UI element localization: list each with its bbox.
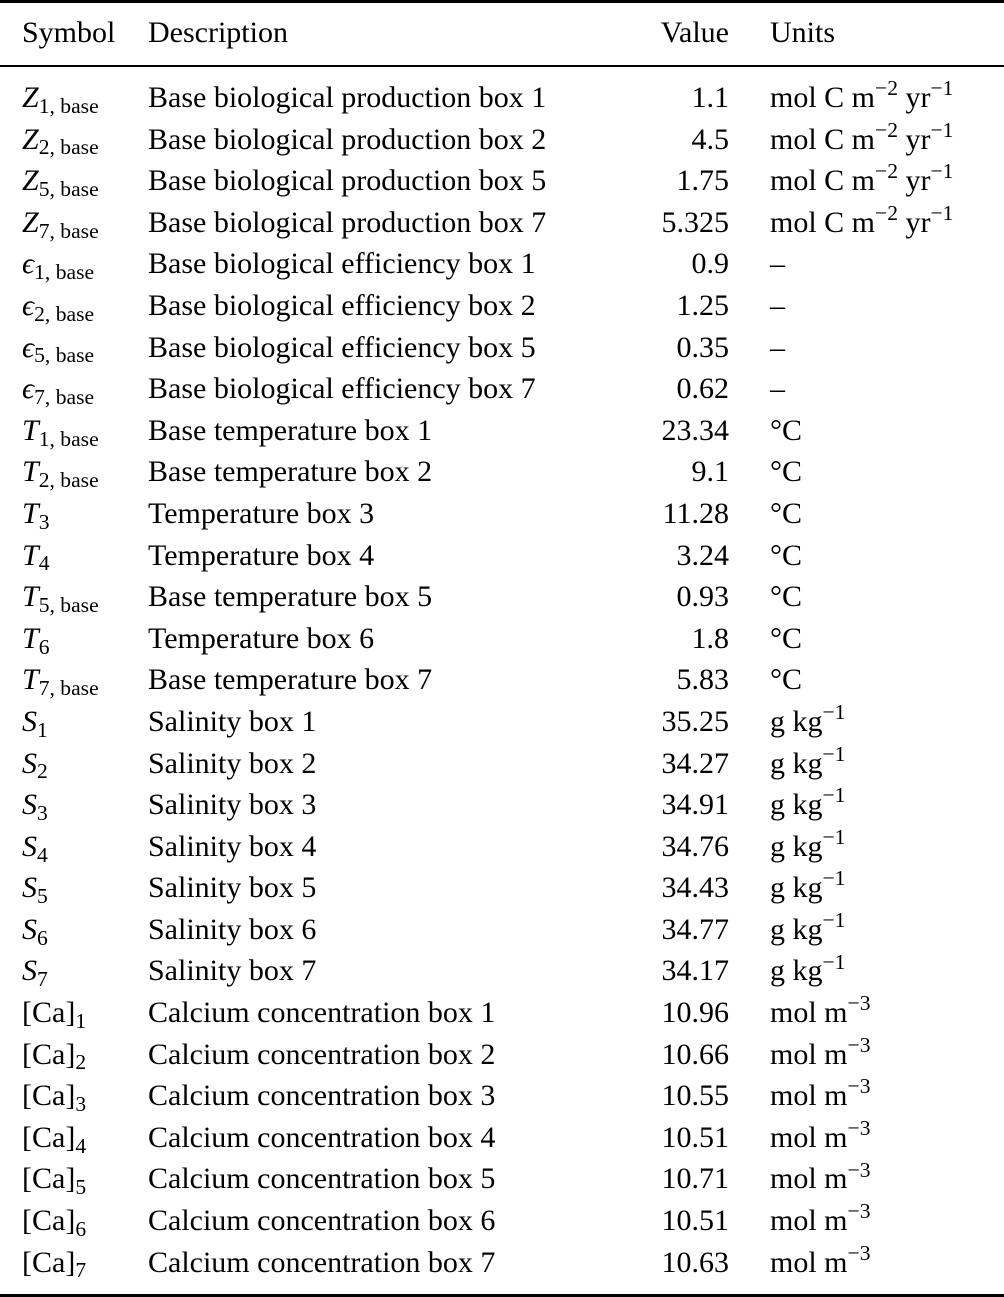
column-header-symbol: Symbol <box>22 16 116 49</box>
units-cell: – <box>770 330 785 364</box>
table-row <box>0 1034 1004 1076</box>
description-cell: Calcium concentration box 6 <box>148 1204 496 1238</box>
description-cell: Salinity box 6 <box>148 912 317 946</box>
description-cell: Base biological production box 1 <box>148 81 547 114</box>
table-row <box>0 368 1004 410</box>
description-cell: Salinity box 5 <box>148 871 317 905</box>
description-cell: Base biological efficiency box 7 <box>148 372 536 406</box>
description-cell: Base temperature box 7 <box>148 663 433 697</box>
description-cell: Salinity box 2 <box>148 746 317 780</box>
symbol-cell: $S_7$ <box>22 954 48 992</box>
units-cell: °C <box>770 455 803 489</box>
description-cell: Base temperature box 1 <box>148 413 433 447</box>
units-cell: g $kg^{-1}$ <box>770 783 846 822</box>
value-cell: 10.51 <box>661 1204 729 1238</box>
table-row <box>0 1158 1004 1200</box>
description-cell: Base biological efficiency box 5 <box>148 330 536 364</box>
value-cell: 4.5 <box>691 122 729 156</box>
value-cell: 10.66 <box>661 1037 729 1071</box>
units-cell: °C <box>770 621 803 655</box>
value-cell: 10.96 <box>661 996 729 1030</box>
symbol-cell: $[Ca]_1$ <box>22 996 87 1033</box>
value-cell: 0.9 <box>691 247 729 281</box>
table-row <box>0 202 1004 244</box>
symbol-cell: $T_3$ <box>22 496 50 534</box>
description-cell: Base biological efficiency box 2 <box>148 288 536 322</box>
table-row <box>0 909 1004 951</box>
units-cell: mol $m^{-3}$ <box>770 1240 871 1279</box>
value-cell: 9.1 <box>691 455 729 489</box>
units-cell: g $kg^{-1}$ <box>770 700 846 738</box>
table-row <box>0 243 1004 285</box>
value-cell: 5.83 <box>676 663 729 697</box>
units-cell: °C <box>770 413 803 447</box>
description-cell: Calcium concentration box 7 <box>148 1245 496 1279</box>
symbol-cell: $S_3$ <box>22 788 48 825</box>
symbol-cell: $T_6$ <box>22 621 50 659</box>
table-row <box>0 160 1004 202</box>
table-row <box>0 1075 1004 1117</box>
value-cell: 1.1 <box>691 81 729 114</box>
value-cell: 0.62 <box>676 372 729 406</box>
table-row <box>0 535 1004 577</box>
symbol-cell: $[Ca]_6$ <box>22 1204 87 1241</box>
table-row <box>0 327 1004 369</box>
table-row <box>0 867 1004 909</box>
value-cell: 23.34 <box>661 413 729 447</box>
description-cell: Salinity box 4 <box>148 829 317 863</box>
units-cell: mol C $m^{-2}$ $yr^{-1}$ <box>770 159 954 198</box>
units-cell: g $kg^{-1}$ <box>770 908 846 946</box>
units-cell: g $kg^{-1}$ <box>770 741 846 780</box>
units-cell: mol C $m^{-2}$ $yr^{-1}$ <box>770 76 954 114</box>
table-row <box>0 66 1004 119</box>
units-cell: °C <box>770 538 803 572</box>
table-row <box>0 410 1004 452</box>
table-row <box>0 285 1004 327</box>
units-cell: mol $m^{-3}$ <box>770 1074 871 1113</box>
value-cell: 34.91 <box>661 788 729 822</box>
table-row <box>0 451 1004 493</box>
symbol-cell: $[Ca]_7$ <box>22 1245 87 1283</box>
value-cell: 3.24 <box>676 538 729 572</box>
symbol-cell: $S_4$ <box>22 829 48 867</box>
symbol-cell: $Z_{5, base}$ <box>22 164 99 202</box>
description-cell: Salinity box 7 <box>148 954 317 988</box>
units-cell: mol $m^{-3}$ <box>770 1115 871 1154</box>
table-row <box>0 618 1004 660</box>
units-cell: mol C $m^{-2}$ $yr^{-1}$ <box>770 200 954 239</box>
table-header <box>0 2 1004 67</box>
description-cell: Base biological efficiency box 1 <box>148 247 536 281</box>
table-row <box>0 992 1004 1034</box>
units-cell: mol $m^{-3}$ <box>770 1032 871 1071</box>
table-row <box>0 119 1004 161</box>
units-cell: mol $m^{-3}$ <box>770 1157 871 1196</box>
column-header-value: Value <box>660 16 729 49</box>
table-row <box>0 826 1004 868</box>
description-cell: Temperature box 3 <box>148 496 375 530</box>
value-cell: 10.51 <box>661 1120 729 1154</box>
units-cell: – <box>770 247 785 281</box>
description-cell: Calcium concentration box 4 <box>148 1120 496 1154</box>
description-cell: Calcium concentration box 3 <box>148 1079 496 1113</box>
table-body <box>0 66 1004 1296</box>
value-cell: 35.25 <box>661 704 729 738</box>
units-cell: °C <box>770 663 803 697</box>
units-cell: – <box>770 372 785 406</box>
description-cell: Calcium concentration box 1 <box>148 996 496 1030</box>
value-cell: 34.27 <box>661 746 729 780</box>
units-cell: – <box>770 288 785 322</box>
symbol-cell: $T_4$ <box>22 538 50 576</box>
header-row <box>0 2 1004 67</box>
table-row <box>0 1200 1004 1242</box>
units-cell: g $kg^{-1}$ <box>770 824 846 863</box>
table-row <box>0 1117 1004 1159</box>
table-row <box>0 784 1004 826</box>
symbol-cell: $[Ca]_2$ <box>22 1037 87 1075</box>
units-cell: g $kg^{-1}$ <box>770 866 846 905</box>
symbol-cell: $S_5$ <box>22 871 48 909</box>
value-cell: 1.75 <box>676 164 729 198</box>
description-cell: Temperature box 4 <box>148 538 375 572</box>
units-cell: mol $m^{-3}$ <box>770 1199 871 1238</box>
symbol-cell: $S_2$ <box>22 746 48 784</box>
value-cell: 34.43 <box>661 871 729 905</box>
units-cell: mol C $m^{-2}$ $yr^{-1}$ <box>770 117 954 156</box>
value-cell: 0.35 <box>676 330 729 364</box>
table-row <box>0 576 1004 618</box>
value-cell: 34.76 <box>661 829 729 863</box>
table-row <box>0 701 1004 743</box>
description-cell: Temperature box 6 <box>148 621 375 655</box>
description-cell: Base biological production box 2 <box>148 122 547 156</box>
units-cell: mol $m^{-3}$ <box>770 991 871 1030</box>
symbol-cell: $S_1$ <box>22 704 48 742</box>
symbol-cell: $\epsilon_{7, base}$ <box>22 372 95 409</box>
value-cell: 11.28 <box>662 496 729 530</box>
table-row <box>0 950 1004 992</box>
units-cell: °C <box>770 580 803 614</box>
description-cell: Base temperature box 5 <box>148 580 433 614</box>
column-header-description: Description <box>148 16 288 49</box>
units-cell: °C <box>770 496 803 530</box>
table-row <box>0 1242 1004 1296</box>
description-cell: Base biological production box 5 <box>148 164 547 198</box>
symbol-cell: $Z_{1, base}$ <box>22 81 99 118</box>
symbol-cell: $[Ca]_4$ <box>22 1120 87 1158</box>
description-cell: Salinity box 3 <box>148 788 317 822</box>
symbol-cell: $Z_{7, base}$ <box>22 205 99 243</box>
description-cell: Base biological production box 7 <box>148 205 547 239</box>
table-row <box>0 743 1004 785</box>
table-row <box>0 493 1004 535</box>
description-cell: Calcium concentration box 2 <box>148 1037 496 1071</box>
symbol-cell: $T_{7, base}$ <box>22 663 99 701</box>
symbol-cell: $T_{5, base}$ <box>22 580 99 617</box>
value-cell: 1.8 <box>691 621 729 655</box>
value-cell: 1.25 <box>676 288 729 322</box>
symbol-cell: $\epsilon_{5, base}$ <box>22 330 95 368</box>
value-cell: 34.77 <box>661 912 729 946</box>
symbol-cell: $T_{1, base}$ <box>22 413 99 451</box>
column-header-units: Units <box>770 16 836 49</box>
description-cell: Base temperature box 2 <box>148 455 433 489</box>
symbol-cell: $[Ca]_3$ <box>22 1079 87 1117</box>
value-cell: 5.325 <box>661 205 729 239</box>
value-cell: 10.71 <box>661 1162 729 1196</box>
symbol-cell: $T_{2, base}$ <box>22 455 99 493</box>
description-cell: Salinity box 1 <box>148 704 317 738</box>
symbol-cell: $[Ca]_5$ <box>22 1162 87 1200</box>
symbol-cell: $\epsilon_{1, base}$ <box>22 247 95 285</box>
units-cell: g $kg^{-1}$ <box>770 949 846 988</box>
value-cell: 0.93 <box>676 580 729 614</box>
table-row <box>0 659 1004 701</box>
symbol-cell: $S_6$ <box>22 912 48 950</box>
value-cell: 10.63 <box>661 1245 729 1279</box>
symbol-cell: $\epsilon_{2, base}$ <box>22 288 95 326</box>
symbol-cell: $Z_{2, base}$ <box>22 122 99 160</box>
description-cell: Calcium concentration box 5 <box>148 1162 496 1196</box>
value-cell: 34.17 <box>661 954 729 988</box>
value-cell: 10.55 <box>661 1079 729 1113</box>
